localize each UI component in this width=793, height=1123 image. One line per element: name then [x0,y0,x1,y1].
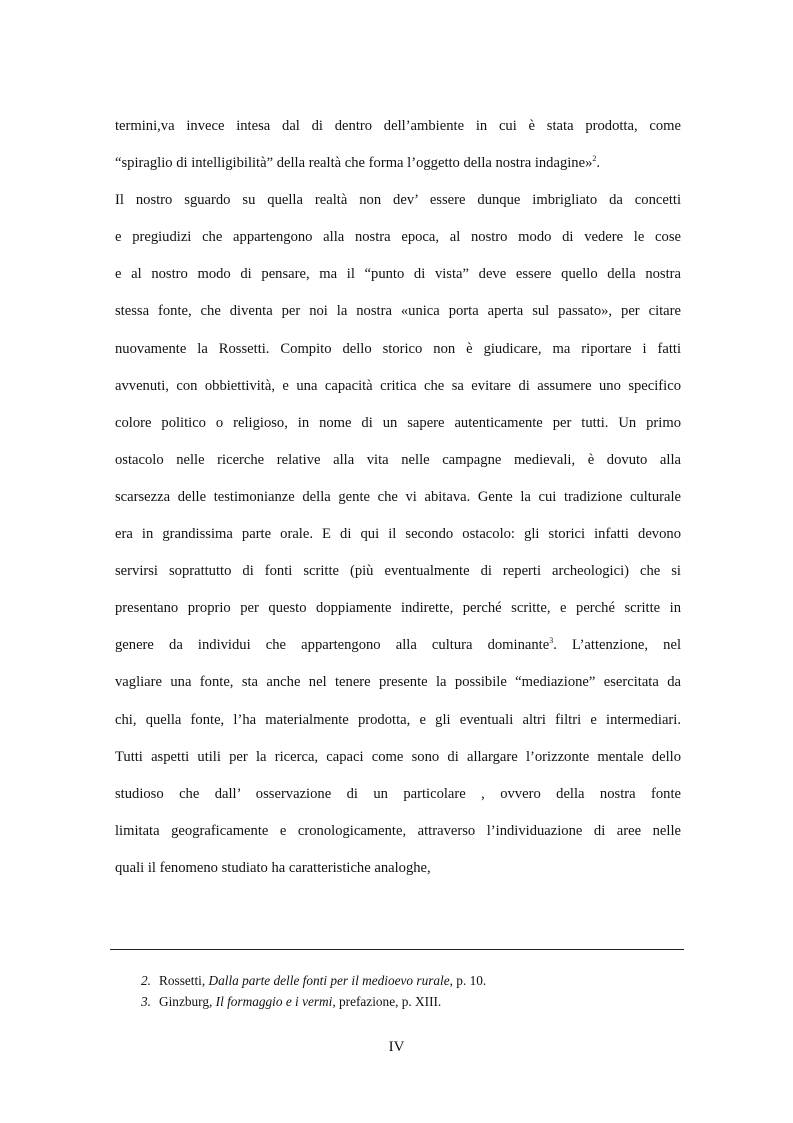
footnote-rest: prefazione, p. XIII. [335,994,442,1009]
line-text: Tutti aspetti utili per la ricerca, capaci come sono di allargare l’orizzonte mentale dello [115,748,681,765]
body-line [115,776,681,813]
body-line [115,664,681,701]
body-line [115,516,681,553]
line-text: stessa fonte, che diventa per noi la nostra «unica porta aperta sul passato», per citare [115,303,681,320]
body-line [115,813,681,850]
line-text: e al nostro modo di pensare, ma il “punto di vista” deve essere quello della nostra [115,266,681,283]
body-line [115,145,681,182]
line-text: studioso che dall’ osservazione di un particolare , ovvero della nostra fonte [115,785,681,802]
footnote-author: Ginzburg, [159,994,216,1009]
footnotes [141,970,701,1012]
footnote-separator [110,949,684,950]
body-line [115,739,681,776]
line-text: servirsi soprattutto di fonti scritte (più eventualmente di reperti archeologici) che si [115,563,681,580]
body-line [115,331,681,368]
body-line [115,293,681,330]
line-text: scarsezza delle testimonianze della gente che vi abitava. Gente la cui tradizione culturale [115,488,681,505]
body-line [115,219,681,256]
line-text: termini,va invece intesa dal di dentro dell’ambiente in cui è stata prodotta, come [115,118,681,134]
line-text: limitata geograficamente e cronologicamente, attraverso l’individuazione di aree nelle [115,822,681,839]
footnote-title: Il formaggio e i vermi, [215,994,336,1009]
footnote-number: 3. [141,994,151,1009]
body-line [115,702,681,739]
body-line [115,256,681,293]
body-line [115,182,681,219]
body-line [115,553,681,590]
body-line [115,405,681,442]
body-line [115,442,681,479]
footnote [141,970,701,991]
footnote-reference: 3 [549,636,554,646]
footnote-author: Rossetti, [159,973,209,988]
line-text-after-ref: . [596,155,601,172]
footnote-reference: 2 [592,154,597,164]
body-line [115,479,681,516]
line-text: chi, quella fonte, l’ha materialmente prodotta, e gli eventuali altri filtri e intermediari. [115,711,681,728]
body-line [115,108,681,145]
line-text: era in grandissima parte orale. E di qui il secondo ostacolo: gli storici infatti devono [115,526,681,543]
body-line [115,590,681,627]
line-text: quali il fenomeno studiato ha caratteristiche analoghe, [115,859,431,876]
footnote-number: 2. [141,973,151,988]
body-line [115,850,681,887]
body-line [115,368,681,405]
line-text: vagliare una fonte, sta anche nel tenere presente la possibile “mediazione” esercitata da [115,674,681,691]
line-text: Il nostro sguardo su quella realtà non dev’ essere dunque imbrigliato da concetti [115,192,681,209]
body-line [115,627,681,664]
line-text: “spiraglio di intelligibilità” della realtà che forma l’oggetto della nostra indagine» [115,155,593,172]
line-text: colore politico o religioso, in nome di un sapere autenticamente per tutti. Un primo [115,414,681,431]
footnote [141,991,701,1012]
line-text-after-ref: . L’attenzione, nel [553,637,682,654]
line-text: genere da individui che appartengono alla cultura dominante [115,637,550,654]
line-text: ostacolo nelle ricerche relative alla vita nelle campagne medievali, è dovuto alla [115,451,681,468]
page-number: IV [388,1039,405,1055]
footnote-title: Dalla parte delle fonti per il medioevo rurale [208,973,450,988]
body-text [115,108,681,887]
line-text: avvenuti, con obbiettività, e una capacità critica che sa evitare di assumere uno specifico [115,377,681,394]
line-text: e pregiudizi che appartengono alla nostra epoca, al nostro modo di vedere le cose [115,229,681,246]
line-text: nuovamente la Rossetti. Compito dello storico non è giudicare, ma riportare i fatti [115,340,681,357]
footnote-rest: , p. 10. [449,973,487,988]
line-text: presentano proprio per questo doppiamente indirette, perché scritte, e perché scritte in [115,600,681,617]
